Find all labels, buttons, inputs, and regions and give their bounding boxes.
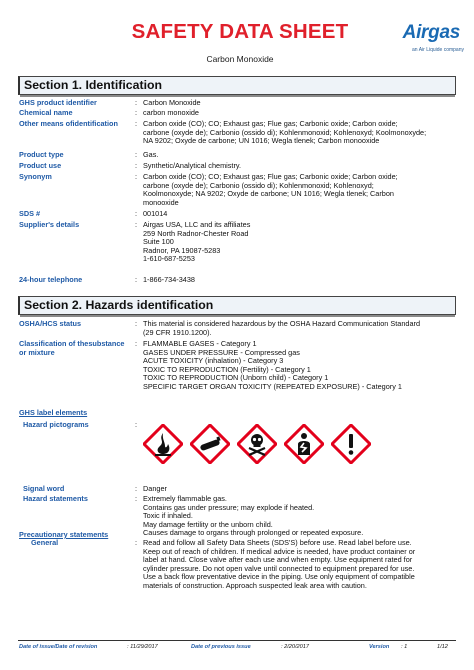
health-hazard-pictogram-icon [284, 424, 324, 464]
document-title: SAFETY DATA SHEET [131, 20, 349, 43]
field-value [143, 210, 459, 219]
text-line: Chemical name [19, 108, 73, 117]
page-number: 1/12 [437, 644, 448, 650]
text-line: Synonym [19, 172, 52, 181]
text-line: carbone (oxyde de); Carbonio (ossido di); Kohlenmonoxid; Kohlenoxyd; [143, 180, 374, 190]
flame-pictogram-icon [143, 424, 183, 464]
date-of-issue-value: : 11/29/2017 [127, 644, 158, 650]
text-line: substance or mixture [19, 339, 125, 357]
colon: : [135, 420, 138, 429]
text-line: Supplier's details [19, 220, 80, 229]
text-line: 1-610-687-5253 [143, 254, 195, 264]
colon: : [135, 119, 138, 128]
text-line: May damage fertility or the unborn child. [143, 519, 273, 529]
colon: : [135, 339, 138, 348]
section-1-heading [18, 76, 456, 95]
skull-crossbones-pictogram-icon [237, 424, 277, 464]
text-line: materials of construction. Approach suspected leak area with caution. [143, 580, 367, 590]
field-label [19, 151, 127, 160]
text-line: Keep out of reach of children. If medical advice is needed, have product container or [143, 546, 416, 556]
colon: : [135, 538, 138, 547]
text-line: Radnor, PA 19087-5283 [143, 245, 221, 255]
footer-divider [18, 640, 456, 641]
field-value [143, 173, 459, 207]
section-1-title: Section 1. Identification [24, 78, 163, 92]
field-label [19, 276, 127, 285]
text-line: Gas. [143, 150, 159, 159]
product-subtitle: Carbon Monoxide [206, 54, 274, 64]
signal-word-value: Danger [143, 484, 167, 493]
colon: : [135, 209, 138, 218]
field-label [19, 320, 127, 329]
colon: : [135, 161, 138, 170]
text-line: Classification of the [19, 339, 89, 348]
text-line: Other means of [19, 119, 73, 128]
text-line: Koolmonoxyde; NA 9202; Oxyde de carbone; UN 1016; Wegla tlenek; Carbon [143, 189, 394, 199]
colon: : [135, 319, 138, 328]
text-line: Use a back flow preventative device in the piping. Use only equipment of compatible [143, 572, 415, 582]
field-value [143, 221, 459, 264]
text-line: Extremely flammable gas. [143, 494, 227, 503]
text-line: Airgas USA, LLC and its affiliates [143, 220, 251, 229]
text-line: FLAMMABLE GASES - Category 1 [143, 339, 257, 348]
field-value [143, 320, 459, 337]
field-label [19, 109, 127, 118]
field-value [143, 162, 459, 171]
field-value [143, 120, 459, 146]
text-line: SPECIFIC TARGET ORGAN TOXICITY (REPEATED EXPOSURE) - Category 1 [143, 381, 402, 391]
text-line: (29 CFR 1910.1200). [143, 327, 212, 337]
text-line: 24-hour telephone [19, 275, 83, 284]
text-line: Toxic if inhaled. [143, 511, 193, 521]
text-line: carbon monoxide [143, 108, 199, 117]
colon: : [135, 494, 138, 503]
text-line: Contains gas under pressure; may explode if heated. [143, 502, 315, 512]
text-line: GASES UNDER PRESSURE - Compressed gas [143, 347, 300, 357]
text-line: TOXIC TO REPRODUCTION (Fertility) - Category 1 [143, 364, 311, 374]
hazard-statements-value [143, 495, 459, 538]
hazard-statements-label: Hazard statements [23, 494, 88, 503]
precautionary-statements-heading: Precautionary statements [19, 530, 109, 539]
field-label [19, 120, 127, 129]
logo-tagline: an Air Liquide company [412, 47, 464, 53]
airgas-logo [378, 22, 470, 62]
colon: : [135, 275, 138, 284]
colon: : [135, 484, 138, 493]
hazard-pictograms-label: Hazard pictograms [23, 420, 89, 429]
field-label [19, 99, 127, 108]
field-value [143, 340, 459, 392]
text-line: Suite 100 [143, 237, 174, 247]
text-line: 001014 [143, 209, 168, 218]
field-value [143, 276, 459, 285]
general-precautions-value [143, 539, 459, 591]
text-line: This material is considered hazardous by the OSHA Hazard Communication Standard [143, 319, 421, 328]
text-line: Causes damage to organs through prolonged or repeated exposure. [143, 528, 364, 538]
text-line: TOXIC TO REPRODUCTION (Unborn child) - Category 1 [143, 373, 329, 383]
colon: : [135, 150, 138, 159]
hazard-pictograms [143, 424, 373, 470]
field-value [143, 109, 459, 118]
text-line: 259 North Radnor-Chester Road [143, 228, 249, 238]
text-line: cylinder pressure. Do not open valve until connected to equipment prepared for use. [143, 563, 415, 573]
document-header [0, 0, 474, 72]
ghs-label-elements-heading: GHS label elements [19, 408, 88, 417]
text-line: ACUTE TOXICITY (inhalation) - Category 3 [143, 356, 284, 366]
field-label [19, 340, 127, 357]
gas-cylinder-pictogram-icon [190, 424, 230, 464]
section-heading-shadow [20, 315, 455, 317]
text-line: 1-866-734-3438 [143, 275, 195, 284]
text-line: Synthetic/Analytical chemistry. [143, 161, 242, 170]
text-line: Read and follow all Safety Data Sheets (SDS'S) before use. Read label before use. [143, 538, 412, 547]
text-line: Product type [19, 150, 64, 159]
text-line: monooxide [143, 197, 179, 207]
date-of-issue-label: Date of issue/Date of revision [19, 644, 98, 650]
general-label: General [31, 538, 59, 547]
text-line: NA 9202; Oxyde de carbone; UN 1016; Wegla tlenek; Carbon monooxide [143, 136, 380, 146]
field-label [19, 210, 127, 219]
version-value: : 1 [401, 644, 408, 650]
section-2-heading [18, 296, 456, 315]
text-line: OSHA/HCS status [19, 319, 82, 328]
field-label [19, 173, 127, 182]
exclamation-pictogram-icon [331, 424, 371, 464]
colon: : [135, 172, 138, 181]
colon: : [135, 98, 138, 107]
text-line: Product use [19, 161, 62, 170]
logo-wordmark: Airgas [402, 22, 460, 43]
date-of-previous-issue-label: Date of previous issue [191, 644, 251, 650]
signal-word-label: Signal word [23, 484, 65, 493]
text-line: label at hand. Close valve after each use and when empty. Use equipment rated for [143, 555, 413, 565]
text-line: SDS # [19, 209, 41, 218]
colon: : [135, 108, 138, 117]
field-label [19, 162, 127, 171]
text-line: Carbon oxide (CO); CO; Exhaust gas; Flue gas; Carbonic oxide; Carbon oxide; [143, 119, 398, 128]
date-of-previous-issue-value: : 2/20/2017 [281, 644, 309, 650]
text-line: carbone (oxyde de); Carbonio (ossido di); Kohlenmonoxid; Kohlenoxyd; Koolmonoxyde; [143, 127, 427, 137]
field-label [19, 221, 127, 230]
version-label: Version [369, 644, 390, 650]
text-line: Carbon Monoxide [143, 98, 201, 107]
text-line: identification [72, 119, 118, 128]
text-line: Carbon oxide (CO); CO; Exhaust gas; Flue gas; Carbonic oxide; Carbon oxide; [143, 172, 398, 181]
section-2-title: Section 2. Hazards identification [24, 298, 214, 312]
colon: : [135, 220, 138, 229]
text-line: GHS product identifier [19, 98, 97, 107]
section-heading-shadow [20, 95, 455, 97]
field-value [143, 99, 459, 108]
field-value [143, 151, 459, 160]
